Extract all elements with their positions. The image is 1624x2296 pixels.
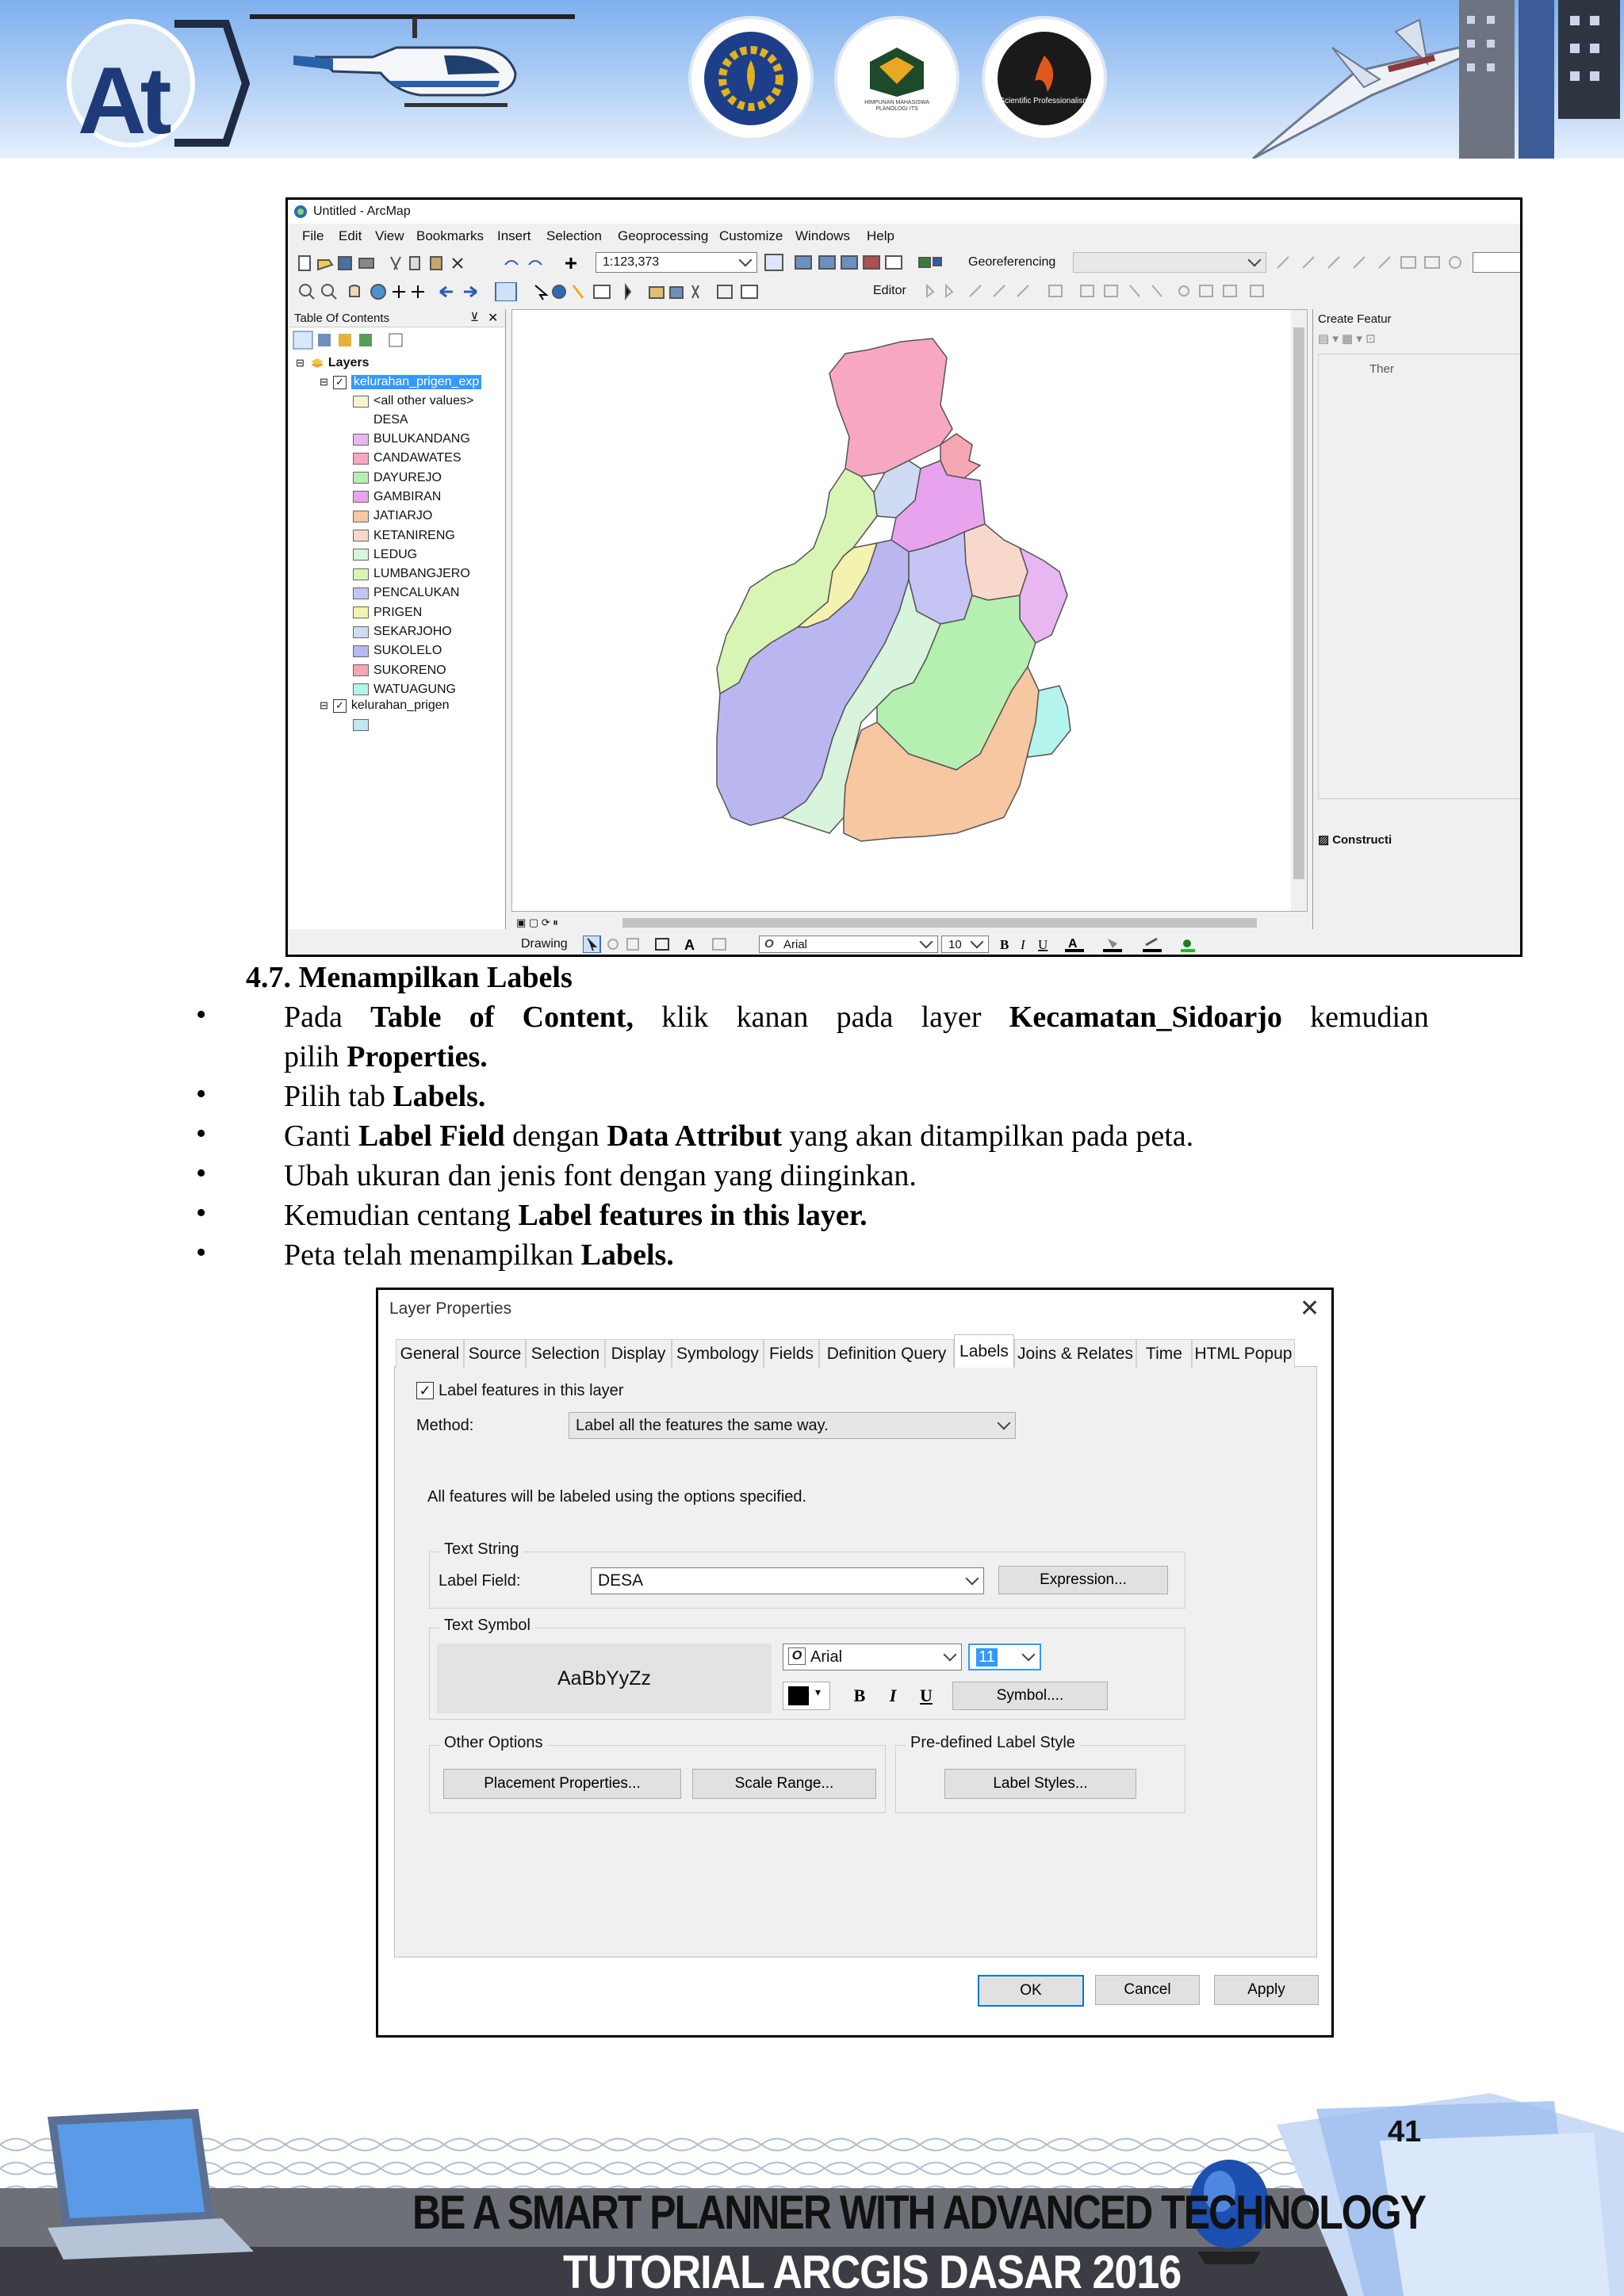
toc-class-item[interactable]	[353, 622, 452, 641]
tab-joins-relates[interactable]: Joins & Relates	[1014, 1339, 1136, 1368]
toc-pin-icon[interactable]: ⊻	[470, 311, 479, 324]
instruction-line	[284, 1235, 674, 1275]
method-label: Method:	[416, 1417, 474, 1434]
toc-class-swatch	[353, 511, 369, 522]
toc-class-item[interactable]	[353, 584, 459, 603]
menu-customize[interactable]: Customize	[719, 228, 783, 243]
placement-properties-button[interactable]: Placement Properties...	[443, 1769, 681, 1799]
bold-button[interactable]: B	[853, 1686, 866, 1705]
instruction-segment: Properties.	[347, 1040, 488, 1073]
georeferencing-toolbar-label[interactable]: Georeferencing	[968, 255, 1056, 269]
label-field-dropdown[interactable]	[591, 1567, 984, 1594]
label-field-value: DESA	[598, 1571, 644, 1590]
toc-class-item[interactable]	[353, 488, 441, 507]
instruction-segment: Ganti	[284, 1119, 358, 1153]
toc-class-label: JATIARJO	[373, 509, 433, 523]
toc-layer2-symbol	[353, 715, 373, 734]
georef-input[interactable]	[1473, 252, 1522, 273]
editor-tools-icons	[922, 282, 1287, 300]
toc-field-name: DESA	[373, 413, 408, 427]
instruction-segment: Peta telah menampilkan	[284, 1238, 581, 1272]
method-dropdown[interactable]	[569, 1412, 1016, 1439]
polygon-bulukandang[interactable]	[1020, 548, 1067, 643]
underline-button[interactable]: U	[920, 1686, 933, 1705]
toc-class-swatch	[353, 645, 369, 657]
drawing-size-combo[interactable]	[941, 936, 989, 953]
instruction-segment: Label features in this layer.	[518, 1199, 868, 1232]
italic-button[interactable]: I	[889, 1686, 897, 1705]
menu-windows[interactable]: Windows	[795, 228, 850, 243]
instruction-word: klik	[661, 1001, 709, 1034]
font-size-value: 11	[976, 1648, 998, 1667]
menu-geoprocessing[interactable]: Geoprocessing	[618, 228, 709, 243]
toc-class-swatch	[353, 549, 369, 561]
instruction-line	[284, 1156, 917, 1196]
label-features-checkbox[interactable]: ✓	[416, 1382, 434, 1399]
create-features-title: Create Featur	[1318, 312, 1392, 326]
tab-selection[interactable]: Selection	[526, 1339, 605, 1368]
map-scale-combo[interactable]	[596, 252, 757, 273]
drawing-font-value: Arial	[783, 937, 808, 951]
toc-class-swatch	[353, 453, 369, 465]
toc-class-item[interactable]	[353, 449, 462, 468]
tools-toolbar	[288, 277, 1522, 304]
city-buildings-image	[1455, 0, 1624, 159]
bullet-icon: •	[196, 1077, 207, 1111]
toc-tree	[289, 354, 505, 798]
instruction-segment: Labels.	[393, 1080, 486, 1113]
toolbar-icons-row1[interactable]	[297, 254, 599, 273]
page-number: 41	[1388, 2115, 1422, 2149]
toc-class-label: WATUAGUNG	[373, 682, 456, 696]
menu-edit[interactable]: Edit	[339, 228, 362, 243]
drawing-menu[interactable]: Drawing	[521, 937, 568, 951]
label-features-label: Label features in this layer	[439, 1382, 624, 1399]
instruction-word: pada	[836, 1001, 894, 1034]
helicopter-image	[246, 10, 579, 128]
menu-insert[interactable]: Insert	[497, 228, 531, 243]
tab-general[interactable]: General	[396, 1339, 464, 1368]
toc-class-item[interactable]	[353, 469, 442, 488]
instruction-segment: Kemudian centang	[284, 1199, 519, 1232]
instruction-segment: Data Attribut	[607, 1119, 783, 1153]
polygon-sukoreno[interactable]	[940, 434, 980, 478]
instruction-word: Kecamatan_Sidoarjo	[1009, 1001, 1282, 1034]
section-heading: 4.7. Menampilkan Labels	[246, 961, 573, 994]
toc-header	[289, 309, 505, 327]
tab-source[interactable]: Source	[464, 1339, 526, 1368]
expression-button[interactable]: Expression...	[998, 1566, 1168, 1594]
font-color-picker[interactable]	[783, 1682, 830, 1710]
tab-symbology[interactable]: Symbology	[672, 1339, 764, 1368]
toc-class-swatch	[353, 683, 369, 695]
create-features-message: Ther	[1369, 362, 1394, 376]
bullet-icon: •	[196, 998, 207, 1031]
toc-class-swatch	[353, 587, 369, 599]
map-vscroll-thumb[interactable]	[1293, 327, 1304, 879]
layer-properties-dialog	[376, 1288, 1334, 2038]
toc-class-label: BULUKANDANG	[373, 432, 470, 446]
toc-all-other-values: <all other values>	[353, 392, 473, 411]
toc-class-item[interactable]	[353, 526, 455, 545]
toc-class-swatch	[353, 491, 369, 503]
toc-class-item[interactable]	[353, 507, 432, 526]
bullet-icon: •	[196, 1236, 207, 1269]
svg-text:A: A	[684, 937, 695, 953]
instruction-segment: Label Field	[358, 1119, 505, 1153]
drawing-format-icons[interactable]	[997, 936, 1251, 953]
arcmap-title-bar	[288, 200, 1522, 224]
chevron-down-icon: ▾	[815, 1686, 822, 1698]
footer-tagline: BE A SMART PLANNER WITH ADVANCED TECHNOLOGY	[412, 2186, 1425, 2240]
svg-text:I: I	[1021, 937, 1025, 952]
map-canvas[interactable]	[512, 310, 1307, 911]
construction-tools-header: ▨ Constructi	[1318, 833, 1392, 847]
toc-layers-label: Layers	[327, 356, 370, 369]
svg-text:B: B	[1000, 937, 1009, 952]
scientific-logo	[985, 19, 1104, 138]
bullet-icon: •	[196, 1196, 207, 1230]
predefined-title: Pre-defined Label Style	[906, 1734, 1080, 1752]
toc-layer-kelurahan-prigen[interactable]: ⊟ ✓ kelurahan_prigen	[320, 698, 450, 712]
info-text: All features will be labeled using the options specified.	[427, 1488, 807, 1506]
toc-class-item[interactable]	[353, 545, 417, 564]
georef-tools-icons	[1274, 254, 1473, 271]
apply-button[interactable]: Apply	[1214, 1975, 1319, 2005]
toc-class-swatch	[353, 607, 369, 618]
layer2-swatch	[353, 719, 369, 731]
editor-toolbar-label[interactable]: Editor	[873, 284, 906, 297]
scientific-logo-text: Scientific Professionalism	[999, 96, 1090, 105]
layer2-checkbox-icon[interactable]: ✓	[333, 699, 347, 713]
bullet-icon: •	[196, 1117, 207, 1150]
toc-class-label: LEDUG	[373, 547, 418, 561]
toc-class-label: SUKOLELO	[373, 644, 442, 658]
map-view-buttons[interactable]: ▣ ▢ ⟳ ⏸	[516, 916, 558, 928]
drawing-size-value: 10	[948, 937, 962, 951]
toc-class-swatch	[353, 530, 369, 541]
toc-class-label: SUKORENO	[373, 663, 446, 677]
tab-definition-query[interactable]: Definition Query	[819, 1339, 954, 1368]
toc-class-swatch	[353, 568, 369, 580]
map-hscroll-thumb[interactable]	[622, 918, 1257, 928]
polygon-candawates[interactable]	[829, 339, 952, 476]
menu-help[interactable]: Help	[867, 228, 894, 243]
text-symbol-title: Text Symbol	[439, 1617, 535, 1635]
ok-button[interactable]: OK	[978, 1975, 1084, 2007]
tab-fields[interactable]: Fields	[764, 1339, 819, 1368]
map-horizontal-scrollbar[interactable]	[511, 915, 1308, 931]
tab-time[interactable]: Time	[1136, 1339, 1192, 1368]
create-features-panel	[1312, 309, 1522, 929]
font-dropdown[interactable]	[783, 1644, 962, 1670]
instruction-word: Pada	[284, 1001, 343, 1034]
cancel-button[interactable]: Cancel	[1095, 1975, 1200, 2005]
toc-class-swatch	[353, 434, 369, 446]
arcmap-title: Untitled - ArcMap	[313, 205, 411, 218]
font-value: Arial	[810, 1647, 843, 1666]
instruction-segment: dengan	[504, 1119, 607, 1153]
menu-bookmarks[interactable]: Bookmarks	[416, 228, 485, 243]
tab-labels[interactable]: Labels	[954, 1334, 1014, 1368]
instruction-line	[284, 1077, 485, 1116]
toc-class-item[interactable]	[353, 603, 422, 622]
toc-class-label: CANDAWATES	[373, 451, 462, 465]
laptop-image	[16, 2109, 262, 2260]
arcmap-window	[285, 197, 1522, 957]
bullet-icon: •	[196, 1157, 207, 1190]
instruction-segment: yang akan ditampilkan pada peta.	[782, 1119, 1194, 1153]
georeferencing-layer-combo[interactable]	[1073, 252, 1266, 273]
instruction-line	[284, 1196, 868, 1235]
instruction-line	[284, 1116, 1193, 1156]
toc-class-label: DAYUREJO	[373, 470, 442, 484]
svg-text:U: U	[1038, 937, 1048, 952]
text-symbol-preview: AaBbYyZz	[437, 1644, 772, 1713]
symbol-button[interactable]: Symbol....	[952, 1682, 1108, 1710]
menu-view[interactable]: View	[375, 228, 404, 243]
page-header-banner	[0, 0, 1624, 159]
map-scale-value: 1:123,373	[603, 255, 660, 269]
at-logo-text: At	[78, 48, 166, 154]
font-color-swatch	[788, 1686, 809, 1705]
standard-toolbar	[288, 249, 1522, 276]
instruction-word: layer	[921, 1001, 982, 1034]
scale-range-button[interactable]: Scale Range...	[692, 1769, 876, 1799]
toc-class-item[interactable]	[353, 661, 446, 680]
tab-display[interactable]: Display	[605, 1339, 672, 1368]
toc-toolbar	[293, 330, 499, 350]
toolbar-icons-row1b[interactable]	[764, 253, 1002, 272]
table-of-contents-panel	[289, 309, 506, 929]
toc-class-swatch	[353, 472, 369, 484]
toc-class-swatch	[353, 626, 369, 638]
dialog-title: Layer Properties	[389, 1299, 512, 1318]
toc-class-label: SEKARJOHO	[373, 625, 452, 638]
label-field-label: Label Field:	[439, 1572, 521, 1590]
create-features-list	[1318, 354, 1522, 799]
label-styles-button[interactable]: Label Styles...	[944, 1769, 1136, 1799]
text-string-title: Text String	[439, 1540, 523, 1559]
instruction-segment: Pilih tab	[284, 1080, 393, 1113]
dialog-close-icon[interactable]: ✕	[1300, 1295, 1320, 1322]
toc-class-label: PENCALUKAN	[373, 586, 460, 600]
menu-file[interactable]: File	[302, 228, 324, 243]
other-options-title: Other Options	[439, 1734, 548, 1752]
instruction-segment: pilih	[284, 1040, 347, 1073]
instruction-list	[0, 997, 1624, 1283]
instruction-word: of	[469, 1001, 495, 1034]
font-size-dropdown[interactable]	[968, 1644, 1041, 1670]
page-footer-banner	[0, 2085, 1624, 2296]
toc-layer2-name: kelurahan_prigen	[350, 698, 450, 712]
instruction-word: Content,	[522, 1001, 634, 1034]
create-features-toolbar: ▤ ▾ ▦ ▾ ⊡	[1318, 332, 1376, 346]
drawing-font-combo[interactable]: O Arial	[759, 936, 938, 953]
map-display[interactable]	[511, 309, 1308, 912]
toc-class-label: PRIGEN	[373, 605, 423, 619]
instruction-word: kemudian	[1310, 1001, 1429, 1034]
toc-class-label: KETANIRENG	[373, 528, 455, 542]
instruction-word: Table	[370, 1001, 442, 1034]
toc-class-item[interactable]	[353, 430, 470, 449]
svg-text:A: A	[1068, 937, 1078, 951]
toc-layer-name: kelurahan_prigen_exp	[351, 375, 481, 389]
tab-html-popup[interactable]: HTML Popup	[1192, 1339, 1295, 1368]
menu-selection[interactable]: Selection	[546, 228, 602, 243]
at-logo	[56, 16, 250, 154]
toc-class-item[interactable]	[353, 641, 442, 660]
polygon-ketanireng[interactable]	[964, 524, 1028, 600]
toc-layer-kelurahan-prigen-exp[interactable]: ⊟ ✓ kelurahan_prigen_exp	[320, 373, 481, 392]
instruction-segment: Labels.	[580, 1238, 674, 1272]
map-vertical-scrollbar[interactable]	[1291, 310, 1307, 911]
instruction-word: kanan	[736, 1001, 809, 1034]
instruction-segment: Ubah ukuran dan jenis font dengan yang diinginkan.	[284, 1159, 917, 1192]
toc-class-item[interactable]	[353, 564, 470, 584]
toc-layers-group[interactable]: ⊟ Layers	[296, 356, 370, 369]
layer-checkbox-icon[interactable]: ✓	[333, 376, 347, 389]
toc-title: Table Of Contents	[294, 312, 390, 325]
arcmap-app-icon	[293, 204, 308, 220]
footer-title: TUTORIAL ARCGIS DASAR 2016	[563, 2246, 1182, 2296]
himpunan-logo	[837, 19, 956, 138]
himpunan-logo-text: HIMPUNAN MAHASISWA PLANOLOGI ITS	[864, 100, 929, 112]
instruction-line	[284, 997, 1429, 1037]
toc-class-label: GAMBIRAN	[373, 489, 442, 503]
tools-toolbar-icons[interactable]	[297, 282, 789, 301]
toc-class-swatch	[353, 664, 369, 676]
toc-close-icon[interactable]: ✕	[488, 312, 499, 325]
its-logo	[691, 19, 810, 138]
font-type-icon: O	[788, 1647, 806, 1665]
instruction-line	[284, 1037, 488, 1077]
airplane-image	[1237, 16, 1467, 159]
drawing-toolbar	[511, 932, 1522, 956]
toc-class-label: LUMBANGJERO	[373, 567, 470, 581]
method-value: Label all the features the same way.	[576, 1416, 829, 1434]
